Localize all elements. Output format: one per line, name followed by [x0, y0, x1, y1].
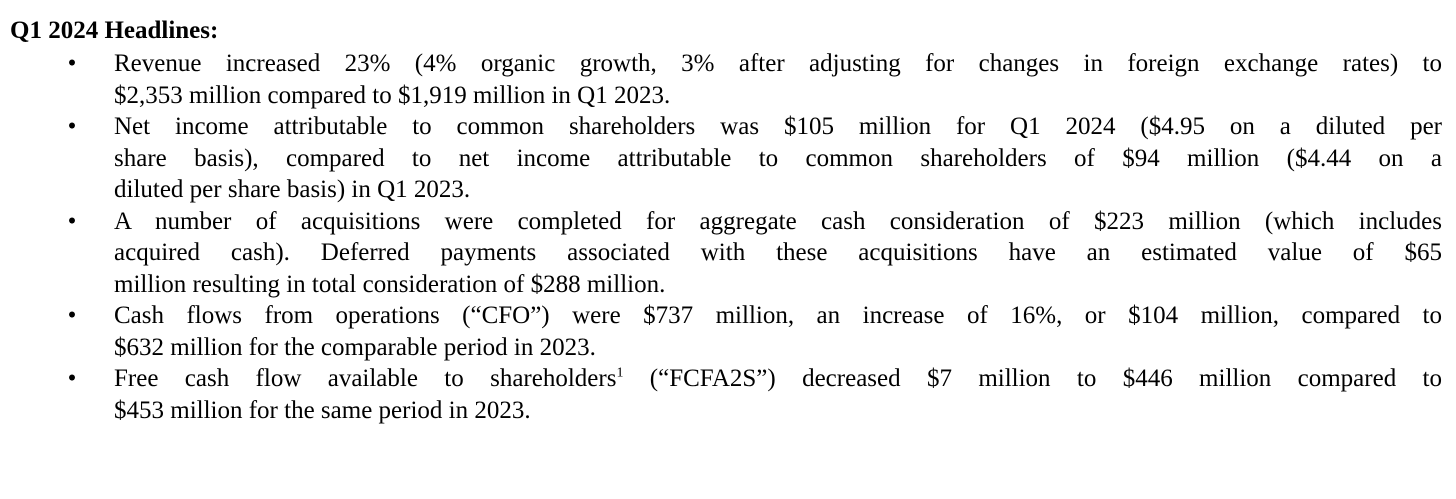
text-fragment: Free cash flow available to shareholders [114, 365, 617, 392]
text-line: $2,353 million compared to $1,919 million in Q1 2023. [114, 81, 671, 109]
text-line: Revenue increased 23% (4% organic growth, 3% after adjusting for changes in foreign exchange rates) to [114, 50, 1442, 77]
headline-item-revenue [10, 48, 1442, 111]
headline-text [114, 300, 1442, 363]
bullet-icon [65, 111, 79, 143]
headline-text [114, 206, 1442, 301]
headline-text [114, 111, 1442, 206]
bullet-icon [65, 300, 79, 332]
text-line: acquired cash). Deferred payments associated with these acquisitions have an estimated value of $65 [114, 239, 1442, 266]
headlines-list [10, 48, 1442, 426]
text-line: diluted per share basis) in Q1 2023. [114, 176, 471, 203]
text-line: million resulting in total consideration of $288 million. [114, 270, 666, 298]
text-line: $453 million for the same period in 2023. [114, 396, 531, 424]
text-line [114, 363, 1442, 395]
text-line: share basis), compared to net income attributable to common shareholders of $94 million ($4.44 on a [114, 144, 1442, 172]
headline-item-acquisitions [10, 206, 1442, 301]
headline-item-net-income [10, 111, 1442, 206]
text-line: $632 million for the comparable period in 2023. [114, 333, 596, 361]
headline-text [114, 48, 1442, 111]
text-line: Cash flows from operations (“CFO”) were $737 million, an increase of 16%, or $104 million, compared to [114, 302, 1442, 329]
section-heading: Q1 2024 Headlines: [10, 17, 219, 44]
bullet-icon [65, 363, 79, 395]
text-fragment: (“FCFA2S”) decreased $7 million to $446 million compared to [623, 365, 1442, 392]
headline-item-cfo [10, 300, 1442, 363]
text-line: Net income attributable to common shareholders was $105 million for Q1 2024 ($4.95 on a diluted per [114, 113, 1442, 140]
text-line: A number of acquisitions were completed for aggregate cash consideration of $223 million (which includes [114, 207, 1442, 235]
bullet-icon [65, 48, 79, 80]
headline-item-fcfa2s [10, 363, 1442, 426]
footnote-marker: 1 [616, 365, 624, 381]
bullet-icon [65, 206, 79, 238]
headline-text [114, 363, 1442, 426]
